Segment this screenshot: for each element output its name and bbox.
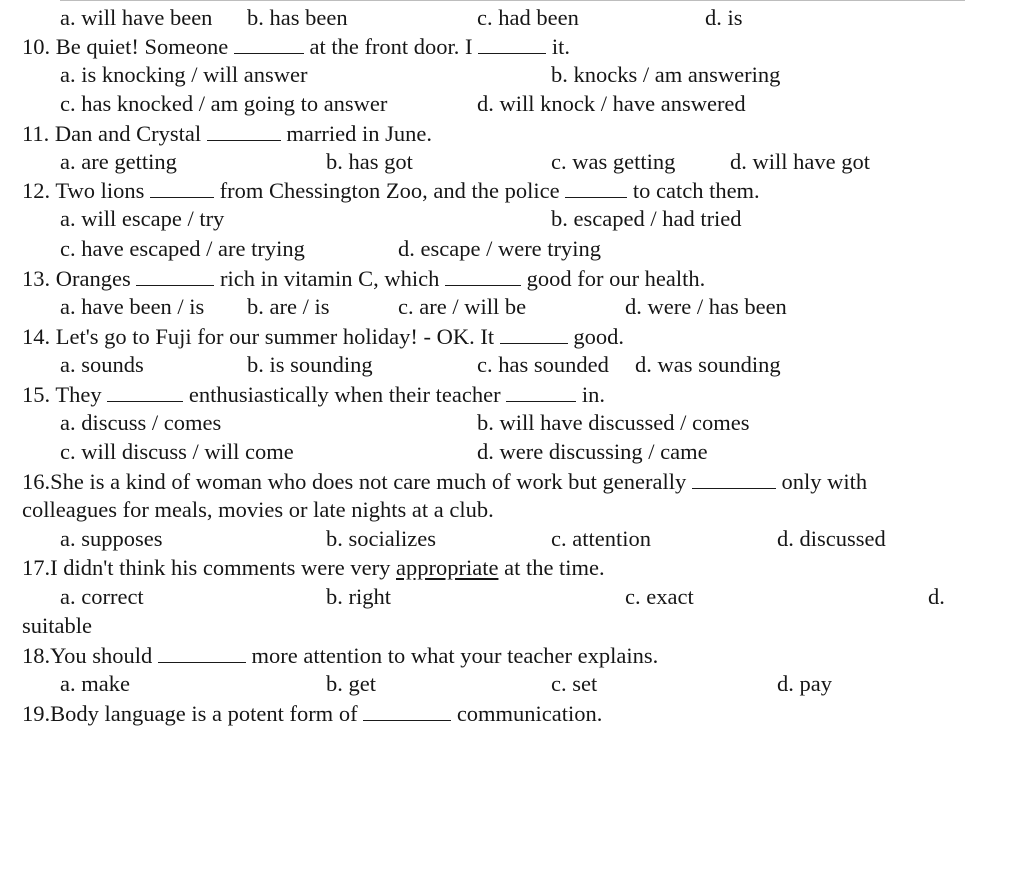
q14-stem <box>22 322 624 351</box>
q18-option-c: c. set <box>551 671 598 696</box>
q18-option-b: b. get <box>326 671 376 696</box>
q13-stem <box>22 264 705 293</box>
q16-stem-part-2: only with <box>781 469 868 494</box>
q15-option-c: c. will discuss / will come <box>60 439 294 464</box>
q10-stem-part-3: it. <box>551 34 570 59</box>
q12-blank-2 <box>565 176 627 198</box>
q12-stem-part-1: 12. Two lions <box>22 178 145 203</box>
q9-option-d: d. is <box>705 5 743 30</box>
q16-stem-part-1: 16.She is a kind of woman who does not care much of work but generally <box>22 469 687 494</box>
q13-option-d: d. were / has been <box>625 294 787 319</box>
q13-stem-part-2: rich in vitamin C, which <box>219 266 440 291</box>
q17-option-b: b. right <box>326 584 391 609</box>
q15-option-b: b. will have discussed / comes <box>477 410 750 435</box>
q17-option-c: c. exact <box>625 584 694 609</box>
q15-stem-part-2: enthusiastically when their teacher <box>188 382 501 407</box>
q11-option-c: c. was getting <box>551 149 676 174</box>
q13-option-b: b. are / is <box>247 294 330 319</box>
q10-stem-part-1: 10. Be quiet! Someone <box>22 34 229 59</box>
q10-blank-1 <box>234 32 304 54</box>
q13-stem-part-3: good for our health. <box>526 266 706 291</box>
q10-stem <box>22 32 570 61</box>
q13-stem-part-1: 13. Oranges <box>22 266 131 291</box>
q12-stem <box>22 176 760 205</box>
q16-blank-1 <box>692 467 776 489</box>
q11-stem-part-2: married in June. <box>286 121 432 146</box>
q18-stem-part-2: more attention to what your teacher explains. <box>251 643 659 668</box>
q16-option-c: c. attention <box>551 526 651 551</box>
q13-option-a: a. have been / is <box>60 294 205 319</box>
q11-stem-part-1: 11. Dan and Crystal <box>22 121 202 146</box>
q17-option-d-continued: suitable <box>22 613 92 638</box>
q11-option-d: d. will have got <box>730 149 870 174</box>
top-divider <box>60 0 965 1</box>
q14-option-d: d. was sounding <box>635 352 781 377</box>
q14-option-b: b. is sounding <box>247 352 373 377</box>
q11-option-b: b. has got <box>326 149 413 174</box>
q17-option-d: d. <box>928 584 945 609</box>
q12-option-c: c. have escaped / are trying <box>60 236 305 261</box>
q16-stem-continued: colleagues for meals, movies or late nights at a club. <box>22 497 494 522</box>
q10-option-a: a. is knocking / will answer <box>60 62 308 87</box>
q16-option-b: b. socializes <box>326 526 436 551</box>
q14-blank-1 <box>500 322 568 344</box>
q18-stem <box>22 641 658 670</box>
q12-blank-1 <box>150 176 214 198</box>
q12-stem-part-3: to catch them. <box>632 178 760 203</box>
q17-stem <box>22 554 605 582</box>
q12-option-d: d. escape / were trying <box>398 236 602 261</box>
q17-underlined-word: appropriate <box>396 555 499 580</box>
q14-stem-part-1: 14. Let's go to Fuji for our summer holiday! - OK. It <box>22 324 495 349</box>
q10-stem-part-2: at the front door. I <box>309 34 473 59</box>
q15-stem-part-3: in. <box>581 382 605 407</box>
q9-option-c: c. had been <box>477 5 579 30</box>
q11-stem <box>22 119 432 148</box>
q13-blank-1 <box>136 264 214 286</box>
q13-option-c: c. are / will be <box>398 294 527 319</box>
q17-stem-part-1: 17.I didn't think his comments were very <box>22 555 391 580</box>
q9-option-b: b. has been <box>247 5 348 30</box>
q13-blank-2 <box>445 264 521 286</box>
q18-option-d: d. pay <box>777 671 832 696</box>
q9-option-a: a. will have been <box>60 5 213 30</box>
q15-option-a: a. discuss / comes <box>60 410 222 435</box>
q15-blank-1 <box>107 380 183 402</box>
q19-stem-part-1: 19.Body language is a potent form of <box>22 701 358 726</box>
q18-blank-1 <box>158 641 246 663</box>
q18-option-a: a. make <box>60 671 130 696</box>
q16-stem <box>22 467 867 496</box>
q15-stem <box>22 380 605 409</box>
q18-stem-part-1: 18.You should <box>22 643 153 668</box>
q12-option-b: b. escaped / had tried <box>551 206 742 231</box>
q17-option-a: a. correct <box>60 584 144 609</box>
q15-stem-part-1: 15. They <box>22 382 102 407</box>
q19-stem-part-2: communication. <box>456 701 603 726</box>
q12-stem-part-2: from Chessington Zoo, and the police <box>219 178 560 203</box>
q11-option-a: a. are getting <box>60 149 177 174</box>
q16-option-a: a. supposes <box>60 526 163 551</box>
q14-option-a: a. sounds <box>60 352 144 377</box>
q14-option-c: c. has sounded <box>477 352 609 377</box>
q16-option-d: d. discussed <box>777 526 886 551</box>
q19-blank-1 <box>363 699 451 721</box>
q14-stem-part-2: good. <box>573 324 624 349</box>
q15-option-d: d. were discussing / came <box>477 439 708 464</box>
q10-blank-2 <box>478 32 546 54</box>
q15-blank-2 <box>506 380 576 402</box>
q11-blank-1 <box>207 119 281 141</box>
q17-stem-part-3: at the time. <box>504 555 605 580</box>
q10-option-d: d. will knock / have answered <box>477 91 746 116</box>
q12-option-a: a. will escape / try <box>60 206 225 231</box>
q10-option-c: c. has knocked / am going to answer <box>60 91 388 116</box>
q19-stem <box>22 699 602 728</box>
q10-option-b: b. knocks / am answering <box>551 62 781 87</box>
